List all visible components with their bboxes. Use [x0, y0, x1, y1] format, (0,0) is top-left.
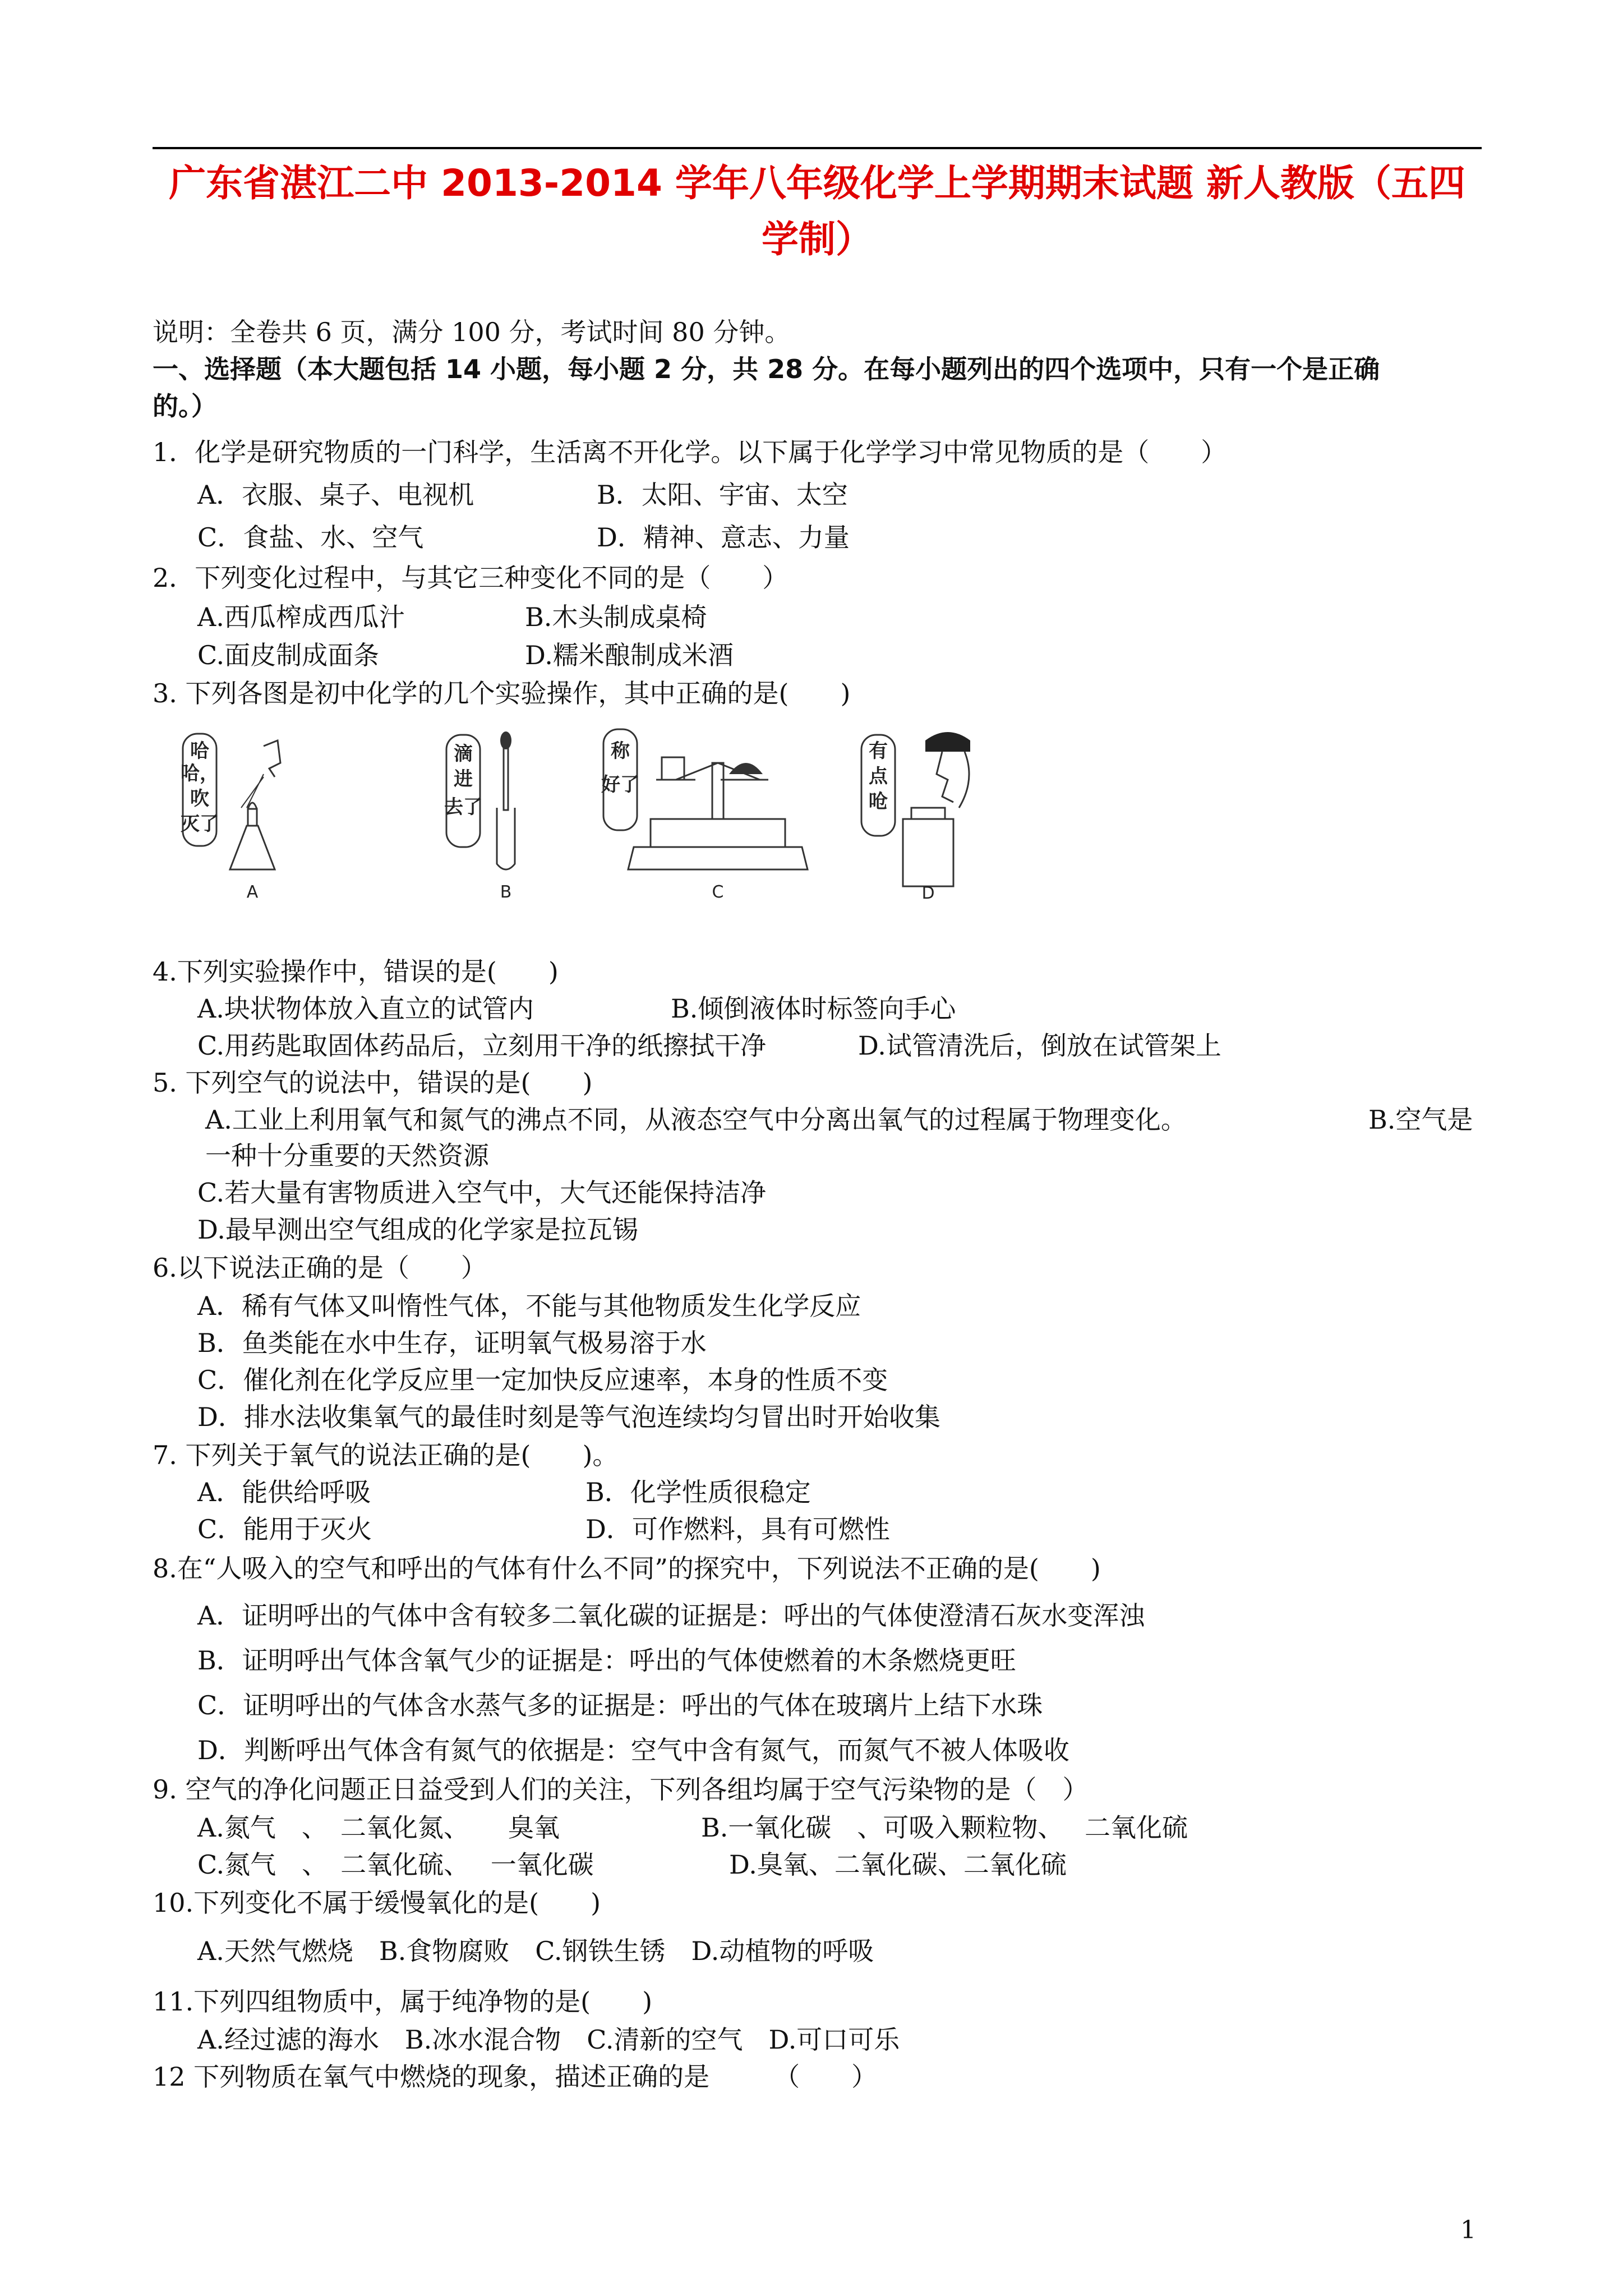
q8-option-a: A．证明呼出的气体中含有较多二氧化碳的证据是：呼出的气体使澄清石灰水变浑浊	[197, 1600, 1145, 1631]
q1-option-a: A．衣服、桌子、电视机	[197, 480, 474, 510]
question-1: 1．化学是研究物质的一门科学，生活离不开化学。以下属于化学学习中常见物质的是（ ）	[153, 437, 1227, 467]
q1-option-c: C．食盐、水、空气	[197, 522, 424, 553]
q4-option-c: C.用药匙取固体药品后，立刻用干净的纸擦拭干净	[197, 1030, 767, 1061]
question-6: 6.以下说法正确的是（ ）	[153, 1253, 487, 1283]
svg-text:好了: 好了	[601, 774, 639, 796]
exam-note: 说明：全卷共 6 页，满分 100 分，考试时间 80 分钟。	[153, 317, 791, 347]
exam-title-line1: 广东省湛江二中 2013-2014 学年八年级化学上学期期末试题 新人教版（五四	[169, 162, 1465, 205]
svg-text:C: C	[712, 882, 724, 902]
svg-text:有: 有	[869, 740, 888, 762]
question-7: 7. 下列关于氧气的说法正确的是( )。	[153, 1440, 619, 1470]
q7-option-c: C．能用于灭火	[197, 1514, 372, 1544]
question-9: 9. 空气的净化问题正日益受到人们的关注，下列各组均属于空气污染物的是（ ）	[153, 1774, 1089, 1805]
figure-a-alcohol-lamp	[179, 724, 303, 903]
q4-option-d: D.试管清洗后，倒放在试管架上	[858, 1030, 1221, 1061]
q9-option-c: C.氮气 、 二氧化硫、 一氧化碳	[197, 1849, 594, 1880]
svg-text:哈，: 哈，	[181, 762, 219, 785]
q5-option-a: A.工业上利用氧气和氮气的沸点不同，从液态空气中分离出氧气的过程属于物理变化。	[205, 1105, 1187, 1135]
q9-option-a: A.氮气 、 二氧化氮、 臭氧	[197, 1812, 560, 1843]
q10-options: A.天然气燃烧 B.食物腐败 C.钢铁生锈 D.动植物的呼吸	[197, 1936, 874, 1966]
q4-option-a: A.块状物体放入直立的试管内	[197, 993, 534, 1024]
figure-b-dropper	[443, 724, 533, 903]
question-12: 12 下列物质在氧气中燃烧的现象，描述正确的是 （ ）	[153, 2062, 878, 2092]
svg-text:点: 点	[869, 765, 888, 788]
question-5: 5. 下列空气的说法中，错误的是( )	[153, 1068, 593, 1098]
q8-option-b: B．证明呼出气体含氧气少的证据是：呼出的气体使燃着的木条燃烧更旺	[197, 1645, 1016, 1676]
q2-option-a: A.西瓜榨成西瓜汁	[197, 602, 405, 632]
exam-title-line2: 学制）	[762, 218, 873, 261]
section-heading-cont: 的。）	[153, 391, 217, 421]
q6-option-b: B．鱼类能在水中生存，证明氧气极易溶于水	[197, 1328, 707, 1358]
q8-option-d: D．判断呼出气体含有氮气的依据是：空气中含有氮气，而氮气不被人体吸收	[197, 1735, 1069, 1765]
question-11: 11.下列四组物质中，属于纯净物的是( )	[153, 1986, 653, 2017]
q11-options: A.经过滤的海水 B.冰水混合物 C.清新的空气 D.可口可乐	[197, 2024, 900, 2055]
q4-option-b: B.倾倒液体时标签向手心	[671, 993, 956, 1024]
q6-option-a: A．稀有气体又叫惰性气体，不能与其他物质发生化学反应	[197, 1291, 861, 1321]
q9-option-b: B.一氧化碳 、可吸入颗粒物、 二氧化硫	[701, 1812, 1188, 1843]
question-8: 8.在“人吸入的空气和呼出的气体有什么不同”的探究中，下列说法不正确的是( )	[153, 1553, 1101, 1584]
q7-option-b: B．化学性质很稳定	[585, 1477, 811, 1507]
header-rule	[153, 147, 1482, 149]
q8-option-c: C．证明呼出的气体含水蒸气多的证据是：呼出的气体在玻璃片上结下水珠	[197, 1690, 1043, 1720]
q5-option-b-cont: 一种十分重要的天然资源	[205, 1140, 489, 1171]
q5-option-c: C.若大量有害物质进入空气中，大气还能保持洁净	[197, 1177, 767, 1208]
q1-option-d: D．精神、意志、力量	[597, 522, 850, 553]
question-3: 3. 下列各图是初中化学的几个实验操作，其中正确的是( )	[153, 678, 851, 708]
figure-c-balance	[600, 724, 813, 903]
question-2: 2．下列变化过程中，与其它三种变化不同的是（ ）	[153, 563, 789, 593]
svg-text:呛: 呛	[869, 790, 888, 813]
question-10: 10.下列变化不属于缓慢氧化的是( )	[153, 1888, 601, 1918]
q5-option-b: B.空气是	[1368, 1105, 1473, 1135]
page-number: 1	[1460, 2216, 1476, 2244]
q5-option-d: D.最早测出空气组成的化学家是拉瓦锡	[197, 1214, 638, 1245]
q2-option-d: D.糯米酿制成米酒	[525, 640, 734, 670]
q1-option-b: B．太阳、宇宙、太空	[597, 480, 848, 510]
svg-text:进: 进	[454, 768, 473, 790]
q7-option-a: A．能供给呼吸	[197, 1477, 371, 1507]
svg-text:称: 称	[611, 740, 630, 762]
q9-option-d: D.臭氧、二氧化碳、二氧化硫	[729, 1849, 1067, 1880]
svg-text:滴: 滴	[454, 743, 473, 765]
svg-text:吹: 吹	[190, 788, 209, 810]
question-4: 4.下列实验操作中，错误的是( )	[153, 956, 559, 987]
q2-option-b: B.木头制成桌椅	[525, 602, 707, 632]
q6-option-c: C．催化剂在化学反应里一定加快反应速率，本身的性质不变	[197, 1365, 888, 1395]
svg-text:D: D	[921, 884, 935, 903]
svg-text:A: A	[246, 882, 259, 902]
svg-text:灭了: 灭了	[181, 813, 219, 835]
q7-option-d: D．可作燃料，具有可燃性	[585, 1514, 890, 1544]
section-heading: 一、选择题（本大题包括 14 小题，每小题 2 分，共 28 分。在每小题列出的四个选项中，只有一个是正确	[153, 354, 1380, 384]
q2-option-c: C.面皮制成面条	[197, 640, 380, 670]
svg-text:哈: 哈	[190, 740, 209, 762]
figure-d-smelling	[858, 724, 981, 903]
q6-option-d: D．排水法收集氧气的最佳时刻是等气泡连续均匀冒出时开始收集	[197, 1402, 940, 1432]
svg-text:B: B	[500, 882, 512, 902]
svg-text:去了: 去了	[444, 796, 482, 818]
